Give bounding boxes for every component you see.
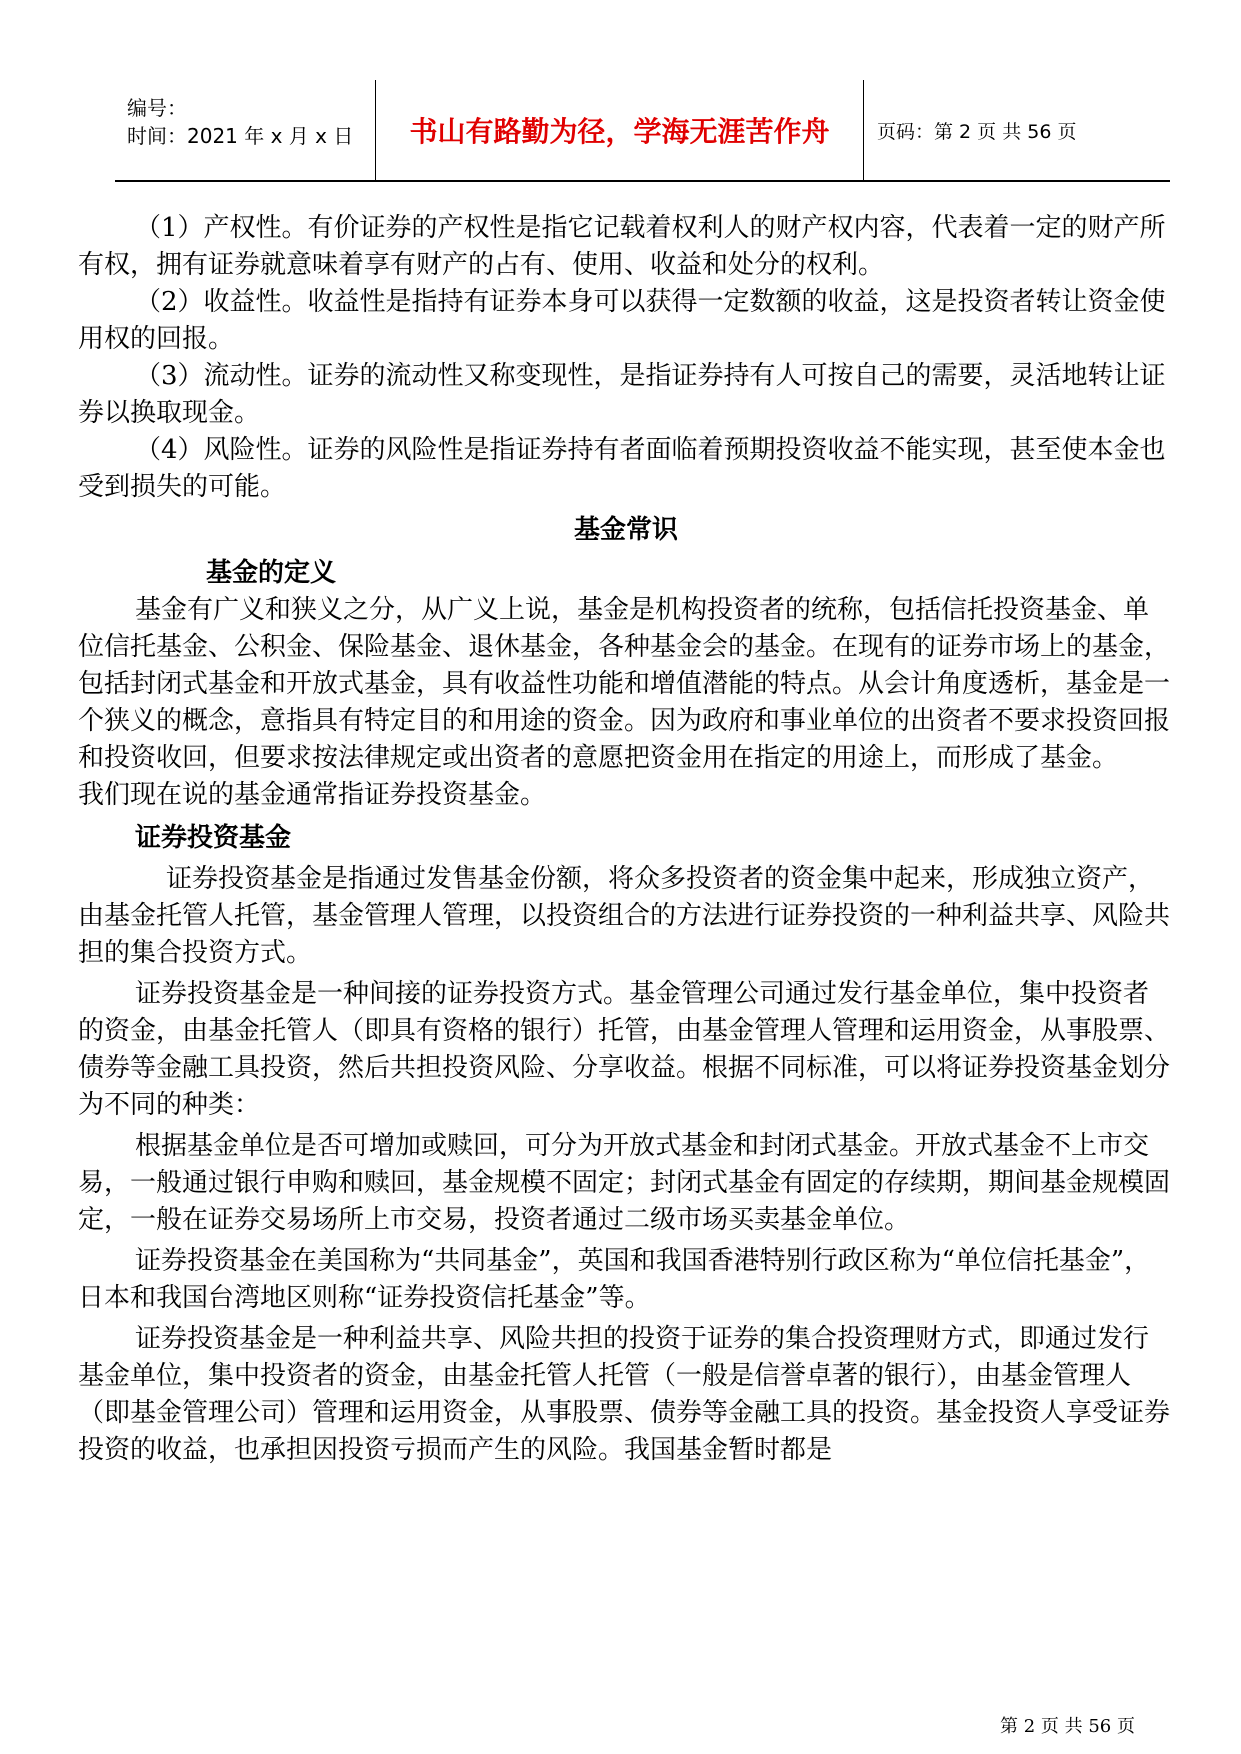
paragraph: 证券投资基金在美国称为“共同基金”，英国和我国香港特别行政区称为“单位信托基金”，日本和我国台湾地区则称“证券投资信托基金”等。 (78, 1246, 1151, 1313)
paragraph: 基金有广义和狭义之分，从广义上说，基金是机构投资者的统称，包括信托投资基金、单位信托基金、公积金、保险基金、退休基金，各种基金会的基金。在现有的证券市场上的基金，包括封闭式基金和开放式基金，具有收益性功能和增值潜能的特点。从会计角度透析，基金是一个狭义的概念，意指具有特定目的和用途的资金。因为政府和事业单位的出资者不要求投资回报和投资收回，但要求按法律规定或出资者的意愿把资金用在指定的用途上，而形成了基金。 (78, 595, 1171, 773)
header-info-cell (115, 80, 375, 180)
paragraph: 根据基金单位是否可增加或赎回，可分为开放式基金和封闭式基金。开放式基金不上市交易，一般通过银行申购和赎回，基金规模不固定；封闭式基金有固定的存续期，期间基金规模固定，一般在证券交易场所上市交易，投资者通过二级市场买卖基金单位。 (78, 1131, 1171, 1235)
paragraph: （3）流动性。证券的流动性又称变现性，是指证券持有人可按自己的需要，灵活地转让证券以换取现金。 (78, 361, 1166, 428)
heading-fund-definition: 基金的定义 (206, 558, 337, 588)
heading-securities-fund: 证券投资基金 (135, 823, 292, 853)
page-header (115, 80, 1170, 182)
document-body (78, 210, 1174, 1469)
section-title: 基金常识 (573, 515, 678, 545)
header-divider (375, 80, 376, 180)
paragraph: 证券投资基金是指通过发售基金份额，将众多投资者的资金集中起来，形成独立资产，由基金托管人托管，基金管理人管理，以投资组合的方法进行证券投资的一种利益共享、风险共担的集合投资方式。 (78, 864, 1171, 968)
header-motto: 书山有路勤为径，学海无涯苦作舟 (409, 115, 830, 148)
paragraph: （2）收益性。收益性是指持有证券本身可以获得一定数额的收益，这是投资者转让资金使用权的回报。 (78, 287, 1166, 354)
header-divider (863, 80, 864, 180)
paragraph: 我们现在说的基金通常指证券投资基金。 (78, 780, 547, 810)
paragraph: （4）风险性。证券的风险性是指证券持有者面临着预期投资收益不能实现，甚至使本金也受到损失的可能。 (78, 435, 1166, 502)
paragraph: （1）产权性。有价证券的产权性是指它记载着权利人的财产权内容，代表着一定的财产所有权，拥有证券就意味着享有财产的占有、使用、收益和处分的权利。 (78, 213, 1166, 280)
document-number-label: 编号： (127, 96, 187, 120)
document-time-label: 时间：2021 年 x 月 x 日 (127, 124, 354, 148)
header-page-info: 页码：第 2 页 共 56 页 (877, 120, 1077, 143)
page-footer: 第 2 页 共 56 页 (1000, 1716, 1135, 1737)
paragraph: 证券投资基金是一种利益共享、风险共担的投资于证券的集合投资理财方式，即通过发行基金单位，集中投资者的资金，由基金托管人托管（一般是信誉卓著的银行），由基金管理人（即基金管理公司）管理和运用资金，从事股票、债券等金融工具的投资。基金投资人享受证券投资的收益，也承担因投资亏损而产生的风险。我国基金暂时都是 (78, 1324, 1171, 1465)
paragraph: 证券投资基金是一种间接的证券投资方式。基金管理公司通过发行基金单位，集中投资者的资金，由基金托管人（即具有资格的银行）托管，由基金管理人管理和运用资金，从事股票、债券等金融工具投资，然后共担投资风险、分享收益。根据不同标准，可以将证券投资基金划分为不同的种类： (78, 979, 1171, 1120)
